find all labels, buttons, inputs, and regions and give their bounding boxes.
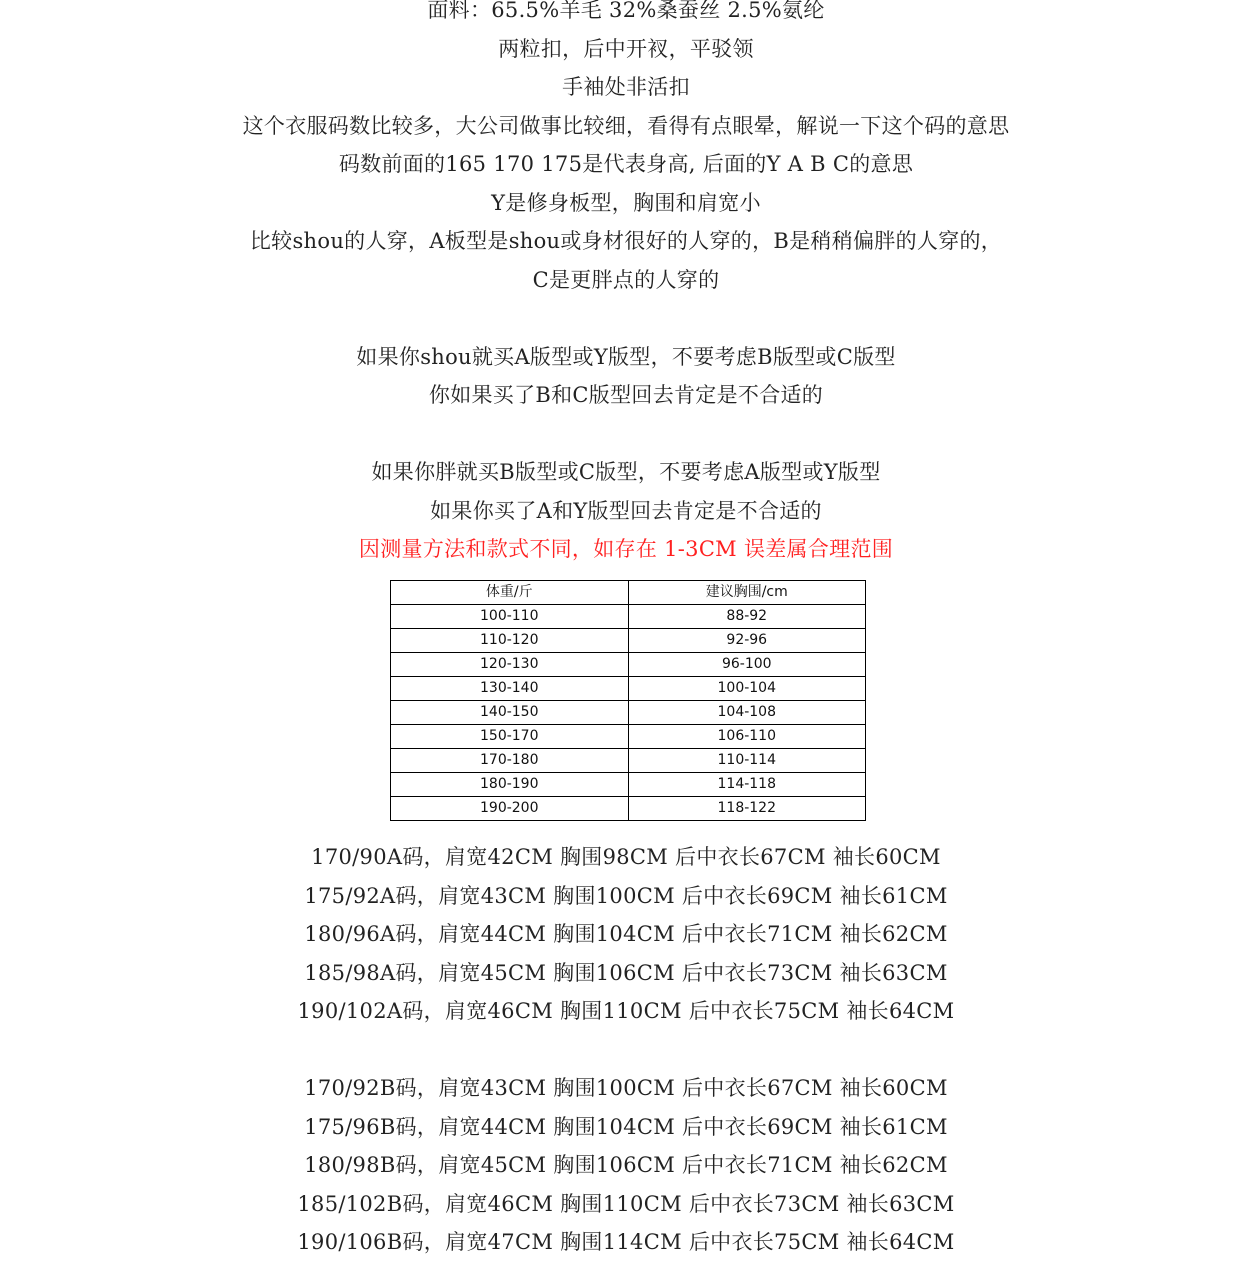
table-row bbox=[391, 629, 866, 653]
weight-cell: 120-130 bbox=[391, 653, 629, 677]
chest-cell: 106-110 bbox=[628, 725, 866, 749]
size-spec-a: 185/98A码，肩宽45CM 胸围106CM 后中衣长73CM 袖长63CM bbox=[304, 960, 948, 985]
table-row bbox=[391, 773, 866, 797]
size-spec-b: 185/102B码，肩宽46CM 胸围110CM 后中衣长73CM 袖长63CM bbox=[297, 1191, 955, 1216]
table-row bbox=[391, 725, 866, 749]
size-spec-b: 180/98B码，肩宽45CM 胸围106CM 后中衣长71CM 袖长62CM bbox=[304, 1153, 948, 1177]
table-row bbox=[391, 677, 866, 701]
table-header-row bbox=[391, 581, 866, 605]
chest-cell: 96-100 bbox=[628, 653, 866, 677]
weight-header: 体重/斤 bbox=[391, 581, 629, 605]
table-row bbox=[391, 797, 866, 821]
a-b-fit-line: 比较shou的人穿，A板型是shou或身材很好的人穿的，B是稍稍偏胖的人穿的， bbox=[249, 229, 1003, 253]
fabric-line: 面料：65.5%羊毛 32%桑蚕丝 2.5%氨纶 bbox=[427, 0, 825, 22]
chest-cell: 100-104 bbox=[628, 677, 866, 701]
size-spec-b: 175/96B码，肩宽44CM 胸围104CM 后中衣长69CM 袖长61CM bbox=[304, 1114, 948, 1139]
weight-chest-table bbox=[390, 580, 866, 821]
thin-advice-line: 如果你shou就买A版型或Y版型，不要考虑B版型或C版型 bbox=[356, 344, 896, 369]
chest-cell: 92-96 bbox=[628, 629, 866, 653]
weight-cell: 150-170 bbox=[391, 725, 629, 749]
weight-cell: 140-150 bbox=[391, 701, 629, 725]
size-spec-list bbox=[0, 838, 1252, 1262]
table-row bbox=[391, 749, 866, 773]
thin-warning-line: 你如果买了B和C版型回去肯定是不合适的 bbox=[428, 383, 824, 407]
weight-cell: 180-190 bbox=[391, 773, 629, 797]
size-spec-a: 170/90A码，肩宽42CM 胸围98CM 后中衣长67CM 袖长60CM bbox=[311, 845, 941, 869]
spacer bbox=[0, 299, 1252, 338]
spacer bbox=[0, 415, 1252, 454]
fat-advice-line: 如果你胖就买B版型或C版型，不要考虑A版型或Y版型 bbox=[371, 460, 881, 484]
chest-cell: 110-114 bbox=[628, 749, 866, 773]
table-row bbox=[391, 701, 866, 725]
weight-cell: 170-180 bbox=[391, 749, 629, 773]
weight-cell: 130-140 bbox=[391, 677, 629, 701]
size-spec-a: 190/102A码，肩宽46CM 胸围110CM 后中衣长75CM 袖长64CM bbox=[297, 999, 955, 1023]
size-spec-a: 175/92A码，肩宽43CM 胸围100CM 后中衣长69CM 袖长61CM bbox=[304, 883, 948, 908]
chest-cell: 118-122 bbox=[628, 797, 866, 821]
table-row bbox=[391, 653, 866, 677]
table-row bbox=[391, 605, 866, 629]
chest-header: 建议胸围/cm bbox=[628, 581, 866, 605]
measurement-tolerance-note: 因测量方法和款式不同，如存在 1-3CM 误差属合理范围 bbox=[358, 537, 894, 561]
spacer bbox=[0, 1031, 1252, 1070]
height-code-line: 码数前面的165 170 175是代表身高, 后面的Y A B C的意思 bbox=[338, 152, 914, 176]
button-style-line: 两粒扣，后中开衩，平驳领 bbox=[498, 36, 754, 61]
weight-cell: 190-200 bbox=[391, 797, 629, 821]
y-fit-line: Y是修身板型，胸围和肩宽小 bbox=[491, 190, 761, 215]
sleeve-button-line: 手袖处非活扣 bbox=[562, 75, 690, 99]
size-explanation-line: 这个衣服码数比较多，大公司做事比较细，看得有点眼晕，解说一下这个码的意思 bbox=[242, 113, 1010, 138]
size-spec-b: 190/106B码，肩宽47CM 胸围114CM 后中衣长75CM 袖长64CM bbox=[297, 1230, 955, 1254]
chest-cell: 88-92 bbox=[628, 605, 866, 629]
chest-cell: 114-118 bbox=[628, 773, 866, 797]
size-spec-b: 170/92B码，肩宽43CM 胸围100CM 后中衣长67CM 袖长60CM bbox=[304, 1076, 948, 1100]
size-spec-a: 180/96A码，肩宽44CM 胸围104CM 后中衣长71CM 袖长62CM bbox=[304, 922, 948, 946]
fat-warning-line: 如果你买了A和Y版型回去肯定是不合适的 bbox=[430, 498, 822, 523]
chest-cell: 104-108 bbox=[628, 701, 866, 725]
weight-cell: 110-120 bbox=[391, 629, 629, 653]
size-guide-page bbox=[0, 0, 1252, 569]
c-fit-line: C是更胖点的人穿的 bbox=[532, 267, 720, 292]
weight-cell: 100-110 bbox=[391, 605, 629, 629]
